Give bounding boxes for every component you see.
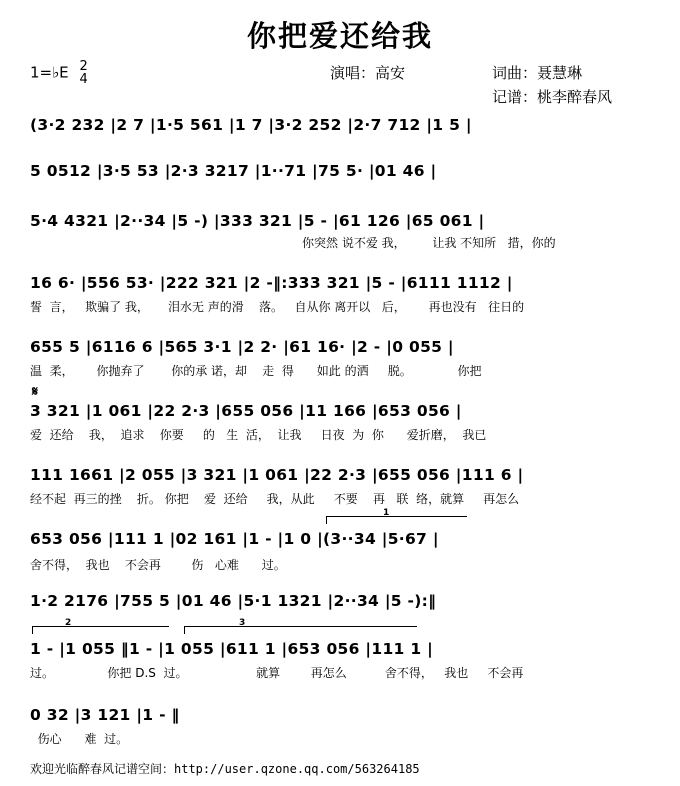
lyrics: 爱 还给 我， 追求 你要 的 生 活， 让我 日夜 为 你 爱折磨， 我已 <box>30 428 487 442</box>
key-signature <box>30 60 88 86</box>
singer-credit: 演唱：高安 <box>330 64 406 82</box>
notation: 3 321 |1 061 |22 2·3 |655 056 |11 166 |653 056 | <box>30 402 462 420</box>
volta-number: 1 <box>383 508 390 518</box>
notation: 655 5 |6116 6 |565 3·1 |2 2· |61 16· |2 - |0 055 | <box>30 338 454 356</box>
time-denominator: 4 <box>79 72 88 87</box>
notation: 5 0512 |3·5 53 |2·3 3217 |1··71 |75 5· |01 46 | <box>30 162 437 180</box>
footer-credit: 欢迎光临醉春风记谱空间：http://user.qzone.qq.com/563264185 <box>30 762 420 776</box>
volta-number: 2 <box>65 618 72 628</box>
volta-number: 3 <box>239 618 246 628</box>
lyrics: 誓 言， 欺骗了 我， 泪水无 声的滑 落。 自从你 离开以 后， 再也没有 往日的 <box>30 300 525 314</box>
notation: (3·2 232 |2 7 |1·5 561 |1 7 |3·2 252 |2·7 712 |1 5 | <box>30 116 472 134</box>
lyrics: 温 柔， 你抛弃了 你的承 诺，却 走 得 如此 的洒 脱。 你把 <box>30 364 482 378</box>
volta-bracket-1 <box>326 508 467 524</box>
lyrics: 你突然 说不爱 我， 让我 不知所 措，你的 <box>302 236 556 250</box>
lyrics: 舍不得， 我也 不会再 伤 心难 过。 <box>30 558 286 572</box>
notation: 0 32 |3 121 |1 - ‖ <box>30 706 180 724</box>
notation: 5·4 4321 |2··34 |5 -) |333 321 |5 - |61 126 |65 061 | <box>30 212 485 230</box>
time-numerator: 2 <box>79 59 88 74</box>
notation: 653 056 |111 1 |02 161 |1 - |1 0 |(3··34 |5·67 | <box>30 530 439 548</box>
volta-bracket-2 <box>32 618 169 634</box>
notation: 111 1661 |2 055 |3 321 |1 061 |22 2·3 |655 056 |111 6 | <box>30 466 524 484</box>
notation: 16 6· |556 53· |222 321 |2 -‖:333 321 |5 - |6111 1112 | <box>30 274 513 292</box>
song-title: 你把爱还给我 <box>246 19 433 53</box>
composer-credit: 词曲：聂慧琳 <box>492 64 583 82</box>
lyrics: 伤心 难 过。 <box>30 732 129 746</box>
segno-sign: 𝄋 <box>32 384 39 400</box>
lyrics: 过。 你把 D.S 过。 就算 再怎么 舍不得， 我也 不会再 <box>30 666 524 680</box>
time-signature <box>79 60 87 86</box>
notation: 1 - |1 055 ‖1 - |1 055 |611 1 |653 056 |111 1 | <box>30 640 434 658</box>
key-label: 1=♭E <box>30 63 69 82</box>
transcriber-credit: 记谱：桃李醉春风 <box>492 88 613 106</box>
notation: 1·2 2176 |755 5 |01 46 |5·1 1321 |2··34 |5 -):‖ <box>30 592 437 610</box>
lyrics: 经不起 再三的挫 折。 你把 爱 还给 我，从此 不要 再 联 络，就算 再怎么 <box>30 492 520 506</box>
volta-bracket-3 <box>184 618 417 634</box>
